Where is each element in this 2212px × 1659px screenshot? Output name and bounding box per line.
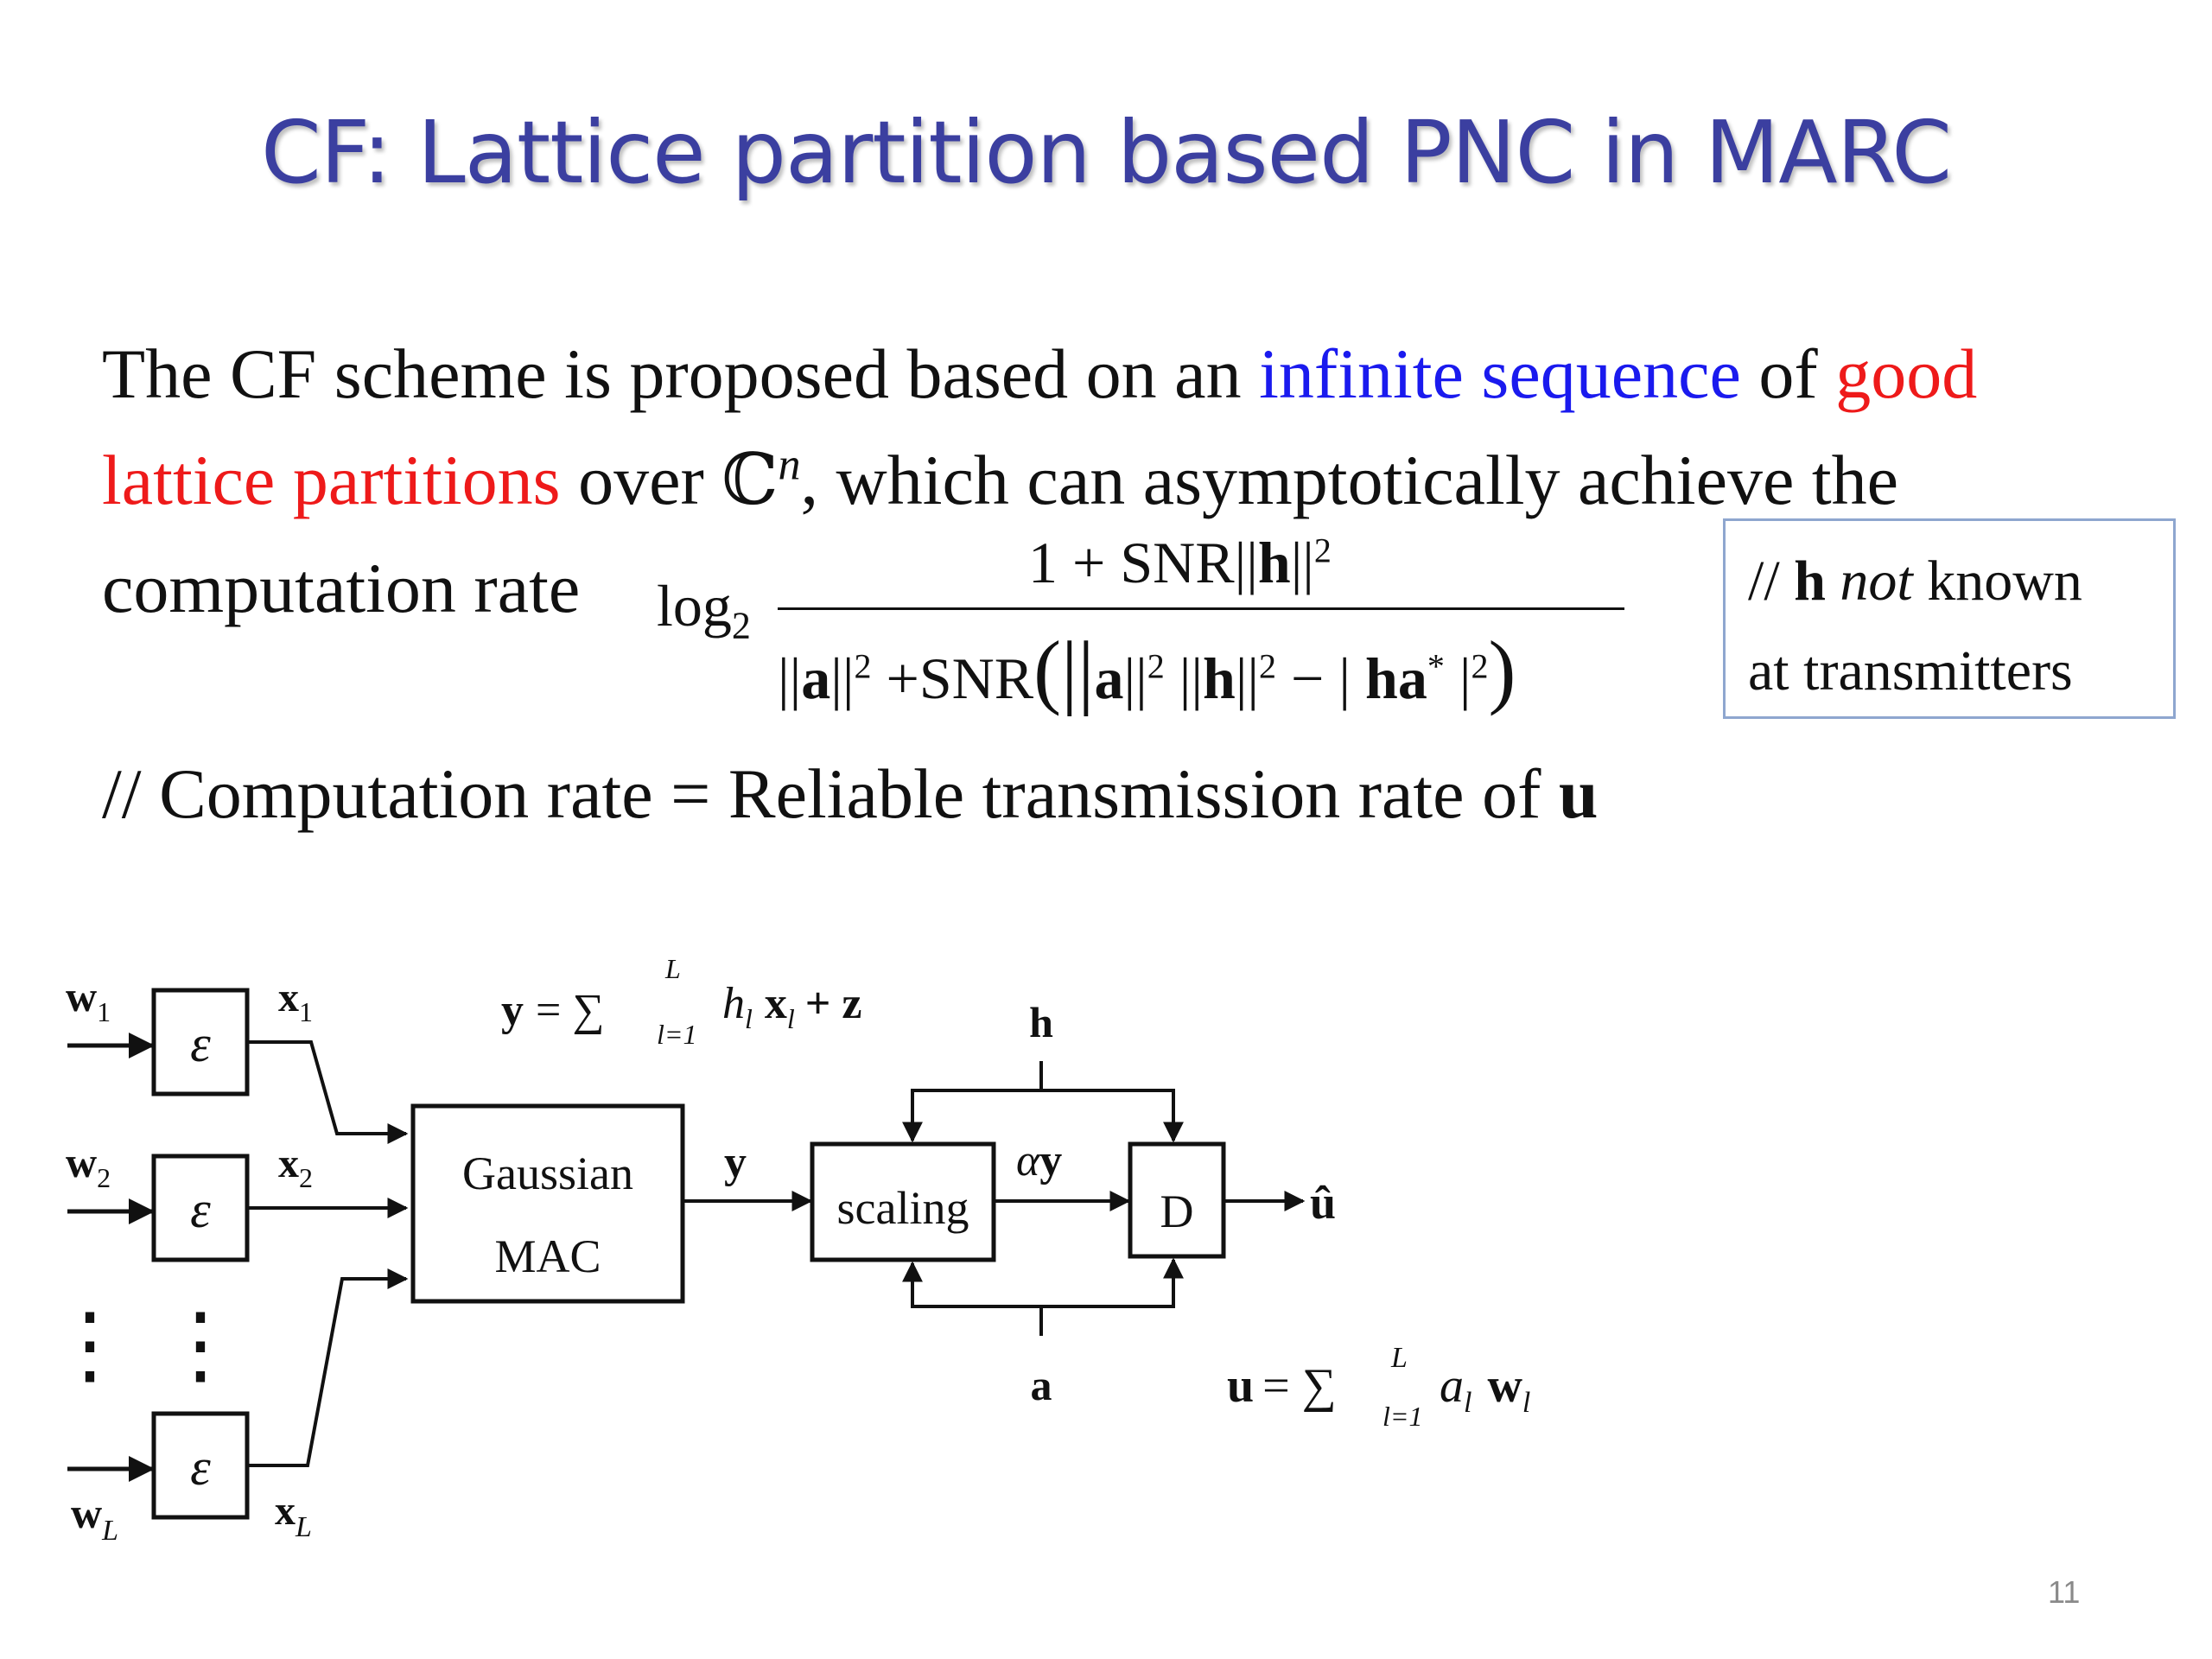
page-number: 11 <box>2048 1574 2081 1610</box>
den-part: − | <box>1276 645 1366 711</box>
body-text: , which can asymptotically achieve the <box>800 441 1899 519</box>
log-base: 2 <box>731 604 751 647</box>
note-h: h <box>1794 550 1826 613</box>
den-part: || <box>1123 645 1147 711</box>
encoder-label-L: ε <box>190 1439 211 1496</box>
y-output-label: y <box>724 1138 747 1187</box>
y-eq-sup: L <box>665 953 681 984</box>
den-part: +SNR <box>871 645 1034 711</box>
bold-u: u <box>1558 754 1599 833</box>
den-sup: 2 <box>1259 646 1277 686</box>
note-not: not <box>1840 550 1913 613</box>
den-a: a <box>801 645 831 711</box>
den-paren: ) <box>1488 624 1516 716</box>
u-eq-sub: l=1 <box>1382 1401 1423 1432</box>
link-enc1-mac <box>247 1042 406 1134</box>
mac-label-2: MAC <box>494 1230 601 1282</box>
den-part: || <box>1235 645 1260 711</box>
den-a: a <box>1094 645 1124 711</box>
body-text: The CF scheme is proposed based on an <box>102 334 1260 413</box>
input-label-1: $w_1$ <box>66 972 111 1027</box>
input-label-L: $w_L$ <box>71 1489 119 1547</box>
den-sup: * <box>1427 646 1445 686</box>
x-label-2: $x_2$ <box>278 1141 313 1193</box>
note-text: // <box>1748 550 1795 613</box>
den-part: | <box>1444 645 1471 711</box>
den-sup: 2 <box>854 646 872 686</box>
link-encL-mac <box>247 1279 406 1465</box>
den-part: || <box>830 645 855 711</box>
den-sup: 2 <box>1471 646 1489 686</box>
highlight-infinite-sequence: infinite sequence <box>1259 334 1741 413</box>
den-paren: (|| <box>1033 624 1095 716</box>
u-equation: u = ∑ <box>1227 1359 1337 1413</box>
body-line-3: computation rate <box>102 549 581 627</box>
num-h: h <box>1257 530 1291 595</box>
mac-label-1: Gaussian <box>462 1147 633 1199</box>
scaling-label: scaling <box>836 1182 969 1234</box>
output-label: û <box>1310 1177 1337 1229</box>
den-part: || <box>1164 645 1203 711</box>
den-ha: ha <box>1365 645 1427 711</box>
a-label: a <box>1030 1361 1052 1409</box>
u-eq-sup: L <box>1391 1342 1408 1374</box>
body-text: over ℂ <box>560 441 779 519</box>
input-label-2: $w_2$ <box>66 1138 111 1193</box>
alpha-y-label: αy <box>1016 1136 1063 1185</box>
dots-right: ⋮ <box>157 1297 244 1393</box>
den-h: h <box>1202 645 1236 711</box>
y-eq-rest: $h_l$ $x_l + z$ <box>722 979 862 1034</box>
note-text: known <box>1912 550 2082 613</box>
log-text: log <box>657 573 732 639</box>
encoder-label-1: ε <box>190 1015 211 1072</box>
highlight-lattice-partitions: lattice partitions <box>102 441 561 519</box>
num-norm: || <box>1290 530 1314 595</box>
note-line-2: at transmitters <box>1748 639 2073 702</box>
y-eq-sub: l=1 <box>657 1019 697 1050</box>
highlight-good: good <box>1835 334 1978 413</box>
num-text: 1 + SNR|| <box>1028 530 1258 595</box>
x-label-1: $x_1$ <box>278 975 313 1027</box>
x-label-L: $x_L$ <box>275 1488 312 1543</box>
y-equation: y = ∑ <box>501 986 605 1035</box>
u-eq-rest: $a_l$ $w_l$ <box>1440 1359 1531 1419</box>
den-part: || <box>778 645 802 711</box>
h-label: h <box>1029 998 1053 1046</box>
dots-left: ⋮ <box>47 1297 133 1393</box>
slide-title: CF: Lattice partition based PNC in MARC <box>260 102 1952 203</box>
body-text: // Computation rate = Reliable transmission rate of <box>102 754 1559 833</box>
superscript-n: n <box>778 440 801 490</box>
encoder-label-2: ε <box>190 1181 211 1238</box>
den-sup: 2 <box>1147 646 1165 686</box>
num-sup: 2 <box>1313 531 1332 570</box>
decoder-label: D <box>1160 1185 1194 1237</box>
body-text: of <box>1740 334 1836 413</box>
